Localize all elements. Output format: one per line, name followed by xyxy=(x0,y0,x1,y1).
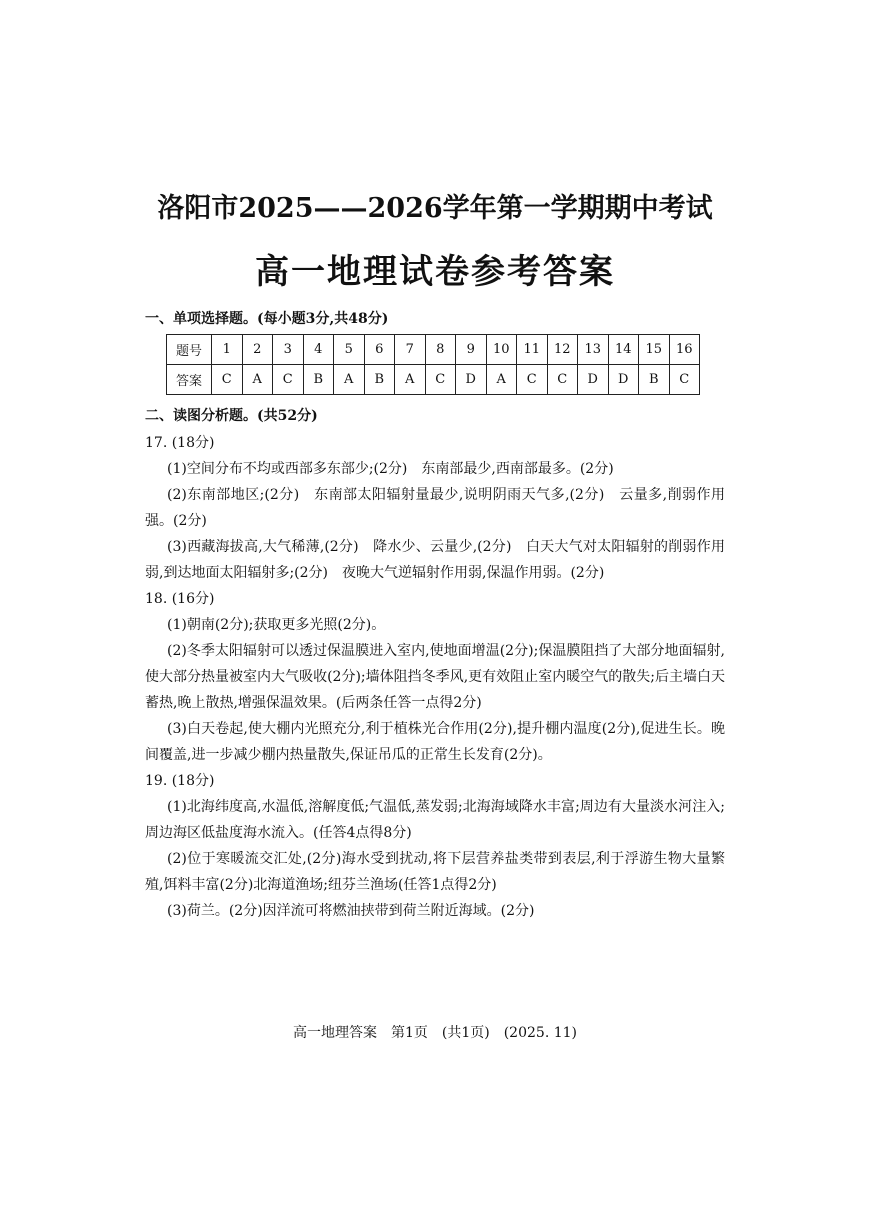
question-label: 19. (18分) xyxy=(145,773,215,789)
section2-heading: 二、读图分析题。(共52分) xyxy=(145,408,318,424)
answer-item: (1)北海纬度高,水温低,溶解度低;气温低,蒸发弱;北海海域降水丰富;周边有大量淡水河注入;周边海区低盐度海水流入。(任答4点得8分) xyxy=(145,799,725,841)
answer-cell: C xyxy=(517,365,548,395)
answer-key-title: 高一地理试卷参考答案 xyxy=(255,252,615,292)
section1-heading: 一、单项选择题。(每小题3分,共48分) xyxy=(145,311,389,327)
answer-cell: C xyxy=(425,365,456,395)
answer-cell: A xyxy=(334,365,365,395)
answer-cell: B xyxy=(639,365,670,395)
question-label: 17. (18分) xyxy=(145,435,215,451)
question-number: 12 xyxy=(547,335,578,365)
question-number: 11 xyxy=(517,335,548,365)
question-number: 10 xyxy=(486,335,517,365)
answer-table xyxy=(166,334,700,395)
page-footer: 高一地理答案 第1页 (共1页) (2025. 11) xyxy=(292,1025,577,1041)
answer-cell: C xyxy=(669,365,700,395)
answer-cell: A xyxy=(242,365,273,395)
question-number: 3 xyxy=(273,335,304,365)
answer-cell: D xyxy=(456,365,487,395)
answer-item: (2)位于寒暖流交汇处,(2分)海水受到扰动,将下层营养盐类带到表层,利于浮游生物大量繁殖,饵料丰富(2分)北海道渔场;纽芬兰渔场(任答1点得2分) xyxy=(145,851,725,893)
question-number: 16 xyxy=(669,335,700,365)
answer-item: (2)冬季太阳辐射可以透过保温膜进入室内,使地面增温(2分);保温膜阻挡了大部分地面辐射,使大部分热量被室内大气吸收(2分);墙体阻挡冬季风,更有效阻止室内暖空气的散失;后主墙白天蓄热,晚上散热,增强保温效果。(后两条任答一点得2分) xyxy=(145,643,725,711)
question-number: 1 xyxy=(212,335,243,365)
answer-content xyxy=(145,430,725,924)
answer-cell: D xyxy=(608,365,639,395)
answer-cell: C xyxy=(547,365,578,395)
answer-item: (2)东南部地区;(2分) 东南部太阳辐射量最少,说明阴雨天气多,(2分) 云量多,削弱作用强。(2分) xyxy=(145,487,725,529)
exam-title: 洛阳市2025——2026学年第一学期期中考试 xyxy=(157,193,713,224)
question-number: 6 xyxy=(364,335,395,365)
answer-item: (1)朝南(2分);获取更多光照(2分)。 xyxy=(167,617,386,633)
answer-cell: A xyxy=(486,365,517,395)
answer-item: (3)白天卷起,使大棚内光照充分,利于植株光合作用(2分),提升棚内温度(2分),促进生长。晚间覆盖,进一步减少棚内热量散失,保证吊瓜的正常生长发育(2分)。 xyxy=(145,721,725,763)
question-number-row xyxy=(167,335,700,365)
answer-cell: B xyxy=(303,365,334,395)
question-number: 13 xyxy=(578,335,609,365)
answer-item: (3)西藏海拔高,大气稀薄,(2分) 降水少、云量少,(2分) 白天大气对太阳辐射的削弱作用弱,到达地面太阳辐射多;(2分) 夜晚大气逆辐射作用弱,保温作用弱。(2分) xyxy=(145,539,725,581)
answer-item: (3)荷兰。(2分)因洋流可将燃油挟带到荷兰附近海域。(2分) xyxy=(167,903,535,919)
question-number: 9 xyxy=(456,335,487,365)
answer-item: (1)空间分布不均或西部多东部少;(2分) 东南部最少,西南部最多。(2分) xyxy=(167,461,614,477)
answer-cell: A xyxy=(395,365,426,395)
answer-cell: B xyxy=(364,365,395,395)
row-label: 答案 xyxy=(167,365,212,395)
question-number: 8 xyxy=(425,335,456,365)
question-number: 14 xyxy=(608,335,639,365)
answer-cell: C xyxy=(212,365,243,395)
answer-cell: D xyxy=(578,365,609,395)
answer-cell: C xyxy=(273,365,304,395)
question-number: 4 xyxy=(303,335,334,365)
question-number: 2 xyxy=(242,335,273,365)
row-label: 题号 xyxy=(167,335,212,365)
question-number: 5 xyxy=(334,335,365,365)
answer-row xyxy=(167,365,700,395)
question-number: 15 xyxy=(639,335,670,365)
question-number: 7 xyxy=(395,335,426,365)
question-label: 18. (16分) xyxy=(145,591,215,607)
